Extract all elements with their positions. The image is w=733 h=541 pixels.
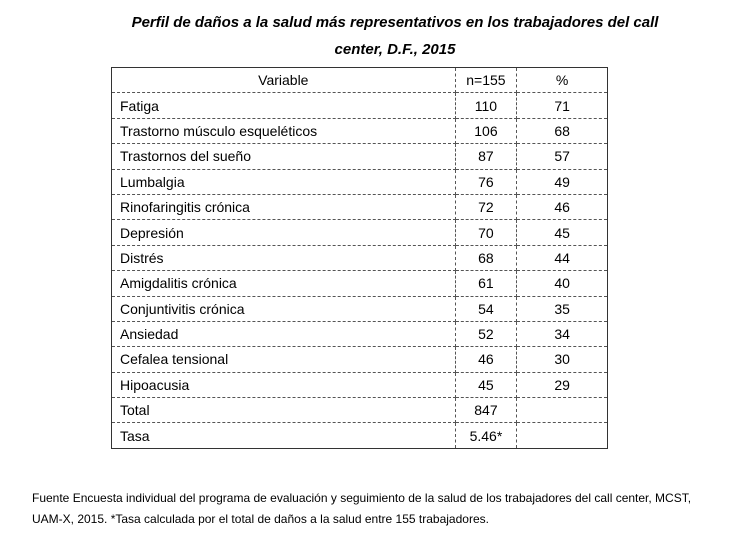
cell-n: 70 — [455, 220, 517, 245]
table-row — [112, 296, 608, 321]
cell-percent: 44 — [517, 245, 608, 270]
table-row — [112, 347, 608, 372]
table-title-line-2: center, D.F., 2015 — [334, 41, 456, 58]
cell-variable: Hipoacusia — [112, 372, 456, 397]
table-row — [112, 321, 608, 346]
source-footnote: Fuente Encuesta individual del programa de evaluación y seguimiento de la salud de los trabajadores del call center, MCST, UAM-X, 2015. *Tasa calculada por el total de daños a la salud entre 155 trabajadores. — [32, 491, 692, 526]
cell-n: 106 — [455, 118, 517, 143]
cell-variable: Trastornos del sueño — [112, 144, 456, 169]
cell-variable: Trastorno músculo esqueléticos — [112, 118, 456, 143]
cell-n: 847 — [455, 398, 517, 423]
cell-variable: Amigdalitis crónica — [112, 271, 456, 296]
table-row — [112, 372, 608, 397]
table-row — [112, 118, 608, 143]
column-header-n: n=155 — [455, 68, 517, 93]
cell-percent: 68 — [517, 118, 608, 143]
cell-n: 5.46* — [455, 423, 517, 448]
cell-percent — [517, 398, 608, 423]
cell-percent — [517, 423, 608, 448]
cell-variable: Conjuntivitis crónica — [112, 296, 456, 321]
cell-n: 52 — [455, 321, 517, 346]
cell-n: 45 — [455, 372, 517, 397]
cell-percent: 45 — [517, 220, 608, 245]
cell-n: 110 — [455, 93, 517, 118]
column-header-percent: % — [517, 68, 608, 93]
cell-percent: 49 — [517, 169, 608, 194]
cell-n: 54 — [455, 296, 517, 321]
table-title-line-1: Perfil de daños a la salud más representativos en los trabajadores del call — [131, 14, 659, 31]
cell-n: 87 — [455, 144, 517, 169]
cell-percent: 57 — [517, 144, 608, 169]
table-row — [112, 93, 608, 118]
cell-variable: Tasa — [112, 423, 456, 448]
cell-percent: 71 — [517, 93, 608, 118]
cell-variable: Lumbalgia — [112, 169, 456, 194]
cell-variable: Ansiedad — [112, 321, 456, 346]
cell-n: 46 — [455, 347, 517, 372]
column-header-variable: Variable — [112, 68, 456, 93]
cell-percent: 35 — [517, 296, 608, 321]
cell-variable: Distrés — [112, 245, 456, 270]
table-row-rate — [112, 423, 608, 448]
table-header-row — [112, 68, 608, 93]
health-damage-table — [111, 67, 608, 449]
table-row — [112, 169, 608, 194]
cell-variable: Rinofaringitis crónica — [112, 194, 456, 219]
cell-n: 68 — [455, 245, 517, 270]
cell-n: 72 — [455, 194, 517, 219]
cell-percent: 29 — [517, 372, 608, 397]
cell-variable: Total — [112, 398, 456, 423]
cell-variable: Fatiga — [112, 93, 456, 118]
cell-percent: 30 — [517, 347, 608, 372]
table-row — [112, 271, 608, 296]
cell-variable: Depresión — [112, 220, 456, 245]
table-row-total — [112, 398, 608, 423]
cell-variable: Cefalea tensional — [112, 347, 456, 372]
table-row — [112, 220, 608, 245]
cell-n: 61 — [455, 271, 517, 296]
cell-percent: 34 — [517, 321, 608, 346]
table-row — [112, 194, 608, 219]
table-row — [112, 245, 608, 270]
cell-percent: 40 — [517, 271, 608, 296]
cell-n: 76 — [455, 169, 517, 194]
cell-percent: 46 — [517, 194, 608, 219]
table-row — [112, 144, 608, 169]
